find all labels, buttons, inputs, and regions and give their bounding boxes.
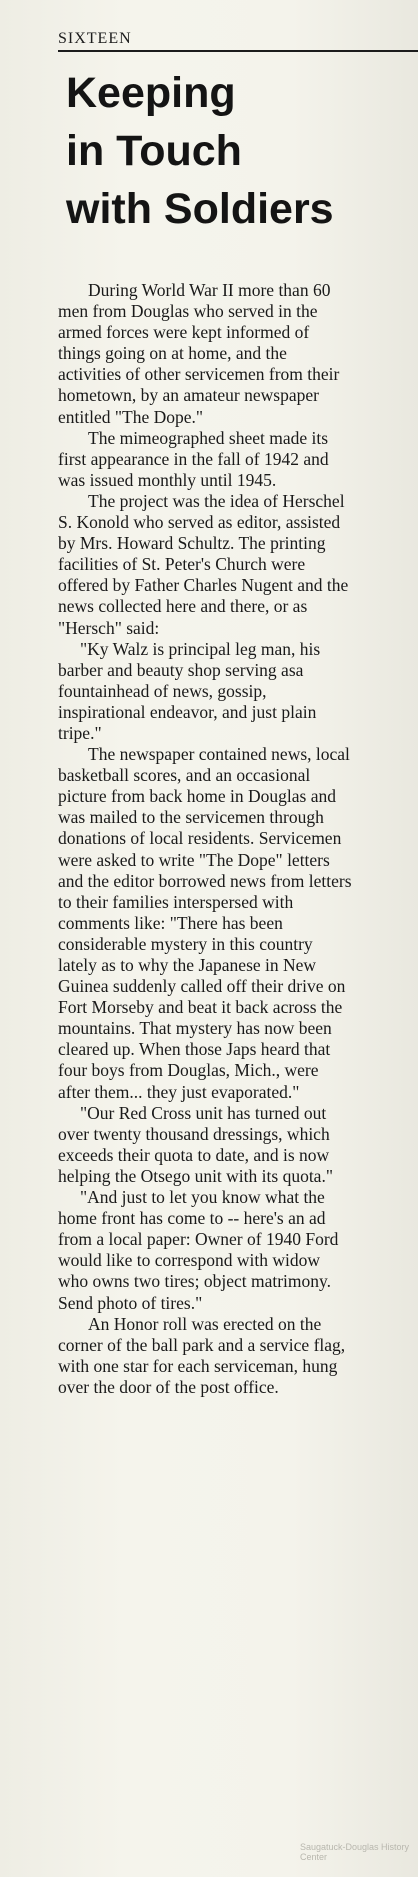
paragraph-6-quote: "Our Red Cross unit has turned out over twenty thousand dressings, which exceeds their quota to date, and is now helping the Otsego unit with its quota." [58,1102,333,1186]
article-body [58,280,353,1398]
header-rule [58,50,418,52]
paragraph-3: The project was the idea of Herschel S. Konold who served as editor, assisted by Mrs. Howard Schultz. The printing facilities of St. Peter's Church were offered by Father Charles Nugent and the news collected here and there, or as "Hersch" said: [58,490,349,638]
headline-line-1: Keeping [66,69,236,117]
article-headline [66,64,406,238]
paragraph-4-quote: "Ky Walz is principal leg man, his barber and beauty shop serving asa fountainhead of news, gossip, inspirational endeavor, and just plain tripe." [58,638,321,743]
paragraph-1: During World War II more than 60 men from Douglas who served in the armed forces were kept informed of things going on at home, and the activities of other servicemen from their hometown, by an amateur newspaper entitled "The Dope." [58,280,340,427]
paragraph-8: An Honor roll was erected on the corner of the ball park and a service flag, with one star for each serviceman, hung over the door of the post office. [58,1313,346,1397]
headline-line-3: with Soldiers [66,185,334,233]
headline-line-2: in Touch [66,127,242,175]
page-number-label: SIXTEEN [58,30,132,47]
paragraph-2: The mimeographed sheet made its first appearance in the fall of 1942 and was issued monthly until 1945. [58,427,329,490]
paragraph-5: The newspaper contained news, local basketball scores, and an occasional picture from back home in Douglas and was mailed to the servicemen through donations of local residents. Servicemen were asked to write "The Dope" letters and the editor borrowed news from letters to their families interspersed with comments like: "There has been considerable mystery in this country lately as to why the Japanese in New Guinea suddenly called off their drive on Fort Morseby and beat it back across the mountains. That mystery has now been cleared up. When those Japs heard that four boys from Douglas, Mich., were after them... they just evaporated." [58,744,352,1102]
paragraph-7-quote: "And just to let you know what the home front has come to -- here's an ad from a local paper: Owner of 1940 Ford would like to correspond with widow who owns two tires; object matrimony. Send photo of tires." [58,1187,339,1313]
archive-watermark: Saugatuck-Douglas History Center [300,1842,410,1862]
